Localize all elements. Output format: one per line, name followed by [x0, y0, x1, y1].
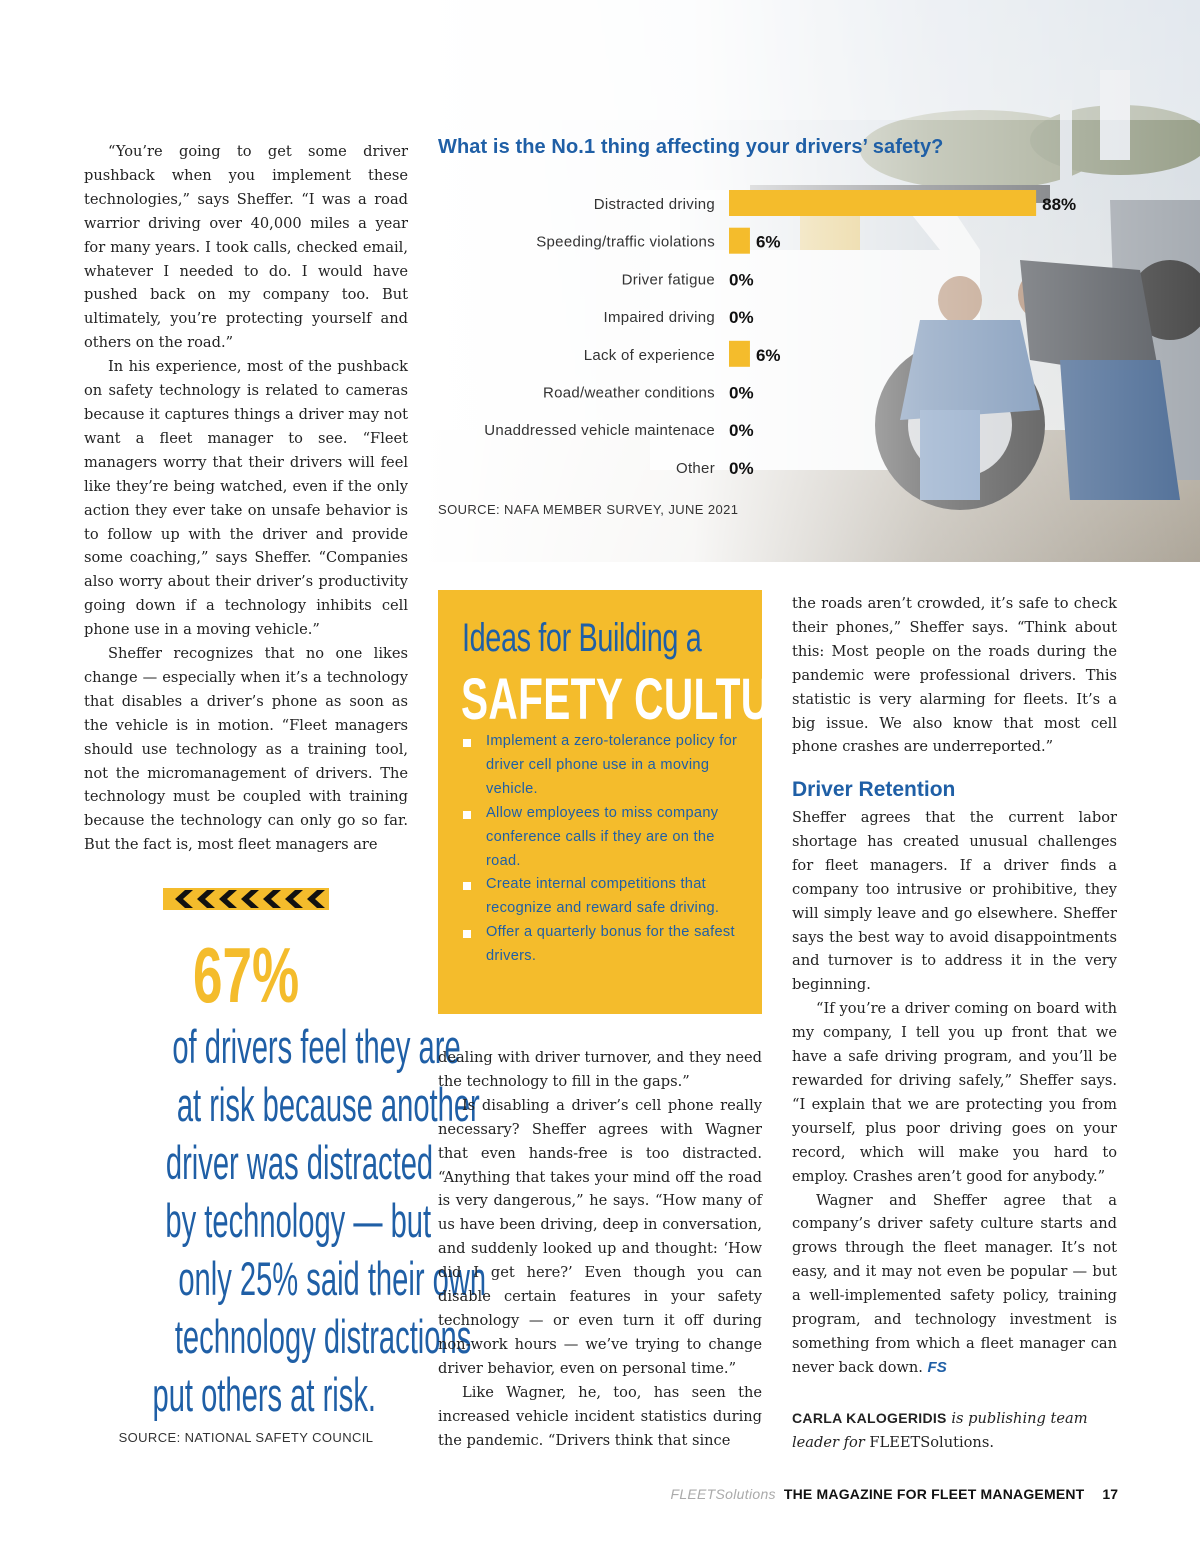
chart-value-label: 0%	[729, 458, 754, 478]
body-paragraph: dealing with driver turnover, and they need the technology to fill in the gaps.”	[438, 1049, 762, 1090]
footer-tagline: THE MAGAZINE FOR FLEET MANAGEMENT	[783, 1486, 1085, 1502]
list-item	[460, 802, 752, 874]
page-number: 17	[1102, 1486, 1118, 1502]
chart-category-label: Road/weather conditions	[542, 384, 715, 402]
page-footer	[670, 1486, 1118, 1502]
chart-value-label: 6%	[755, 345, 781, 365]
chart-category-label: Speeding/traffic violations	[536, 233, 715, 251]
list-item	[460, 730, 752, 802]
body-paragraph: Like Wagner, he, too, has seen the increased vehicle incident statistics during the pandemic. “Drivers think that since	[438, 1383, 762, 1449]
chart-category-label: Impaired driving	[603, 309, 715, 327]
section-subhead: Driver Retention	[792, 778, 956, 801]
stat-text-line: driver was distracted	[165, 1136, 434, 1189]
ideas-title-line2: SAFETY CULTURE	[461, 667, 828, 732]
chart-bar	[729, 228, 750, 254]
list-item-text: Create internal competitions that recognize and reward safe driving.	[486, 876, 720, 917]
stat-text-line: of drivers feel they are	[172, 1020, 461, 1073]
stat-text-line: only 25% said their own	[178, 1252, 487, 1305]
chevron-divider	[163, 888, 329, 910]
right-column-bottom	[792, 806, 1117, 1380]
author-publication: FLEETSolutions.	[869, 1433, 994, 1451]
chart-value-label: 0%	[729, 270, 754, 290]
square-bullet-icon	[463, 930, 471, 938]
list-item-text: Offer a quarterly bonus for the safest drivers.	[486, 924, 735, 965]
stat-text-line: by technology — but	[165, 1194, 432, 1247]
ideas-list	[460, 730, 752, 969]
chart-value-label: 6%	[755, 232, 781, 252]
chevron-arrows-icon	[163, 888, 329, 910]
body-paragraph: Sheffer agrees that the current labor shortage has created unusual challenges for fleet managers. If a driver finds a company too intrusive or prohibitive, they will simply leave and go elsewhere. Sheffer says the best way to avoid disappointments and turnover is to address it in the very beginning.	[792, 809, 1117, 994]
fs-end-mark-icon: FS	[927, 1358, 947, 1376]
list-item-text: Implement a zero-tolerance policy for driver cell phone use in a moving vehicle.	[486, 733, 738, 797]
body-paragraph: “If you’re a driver coming on board with my company, I tell you up front that we have a safe driving program, and you’ll be rewarded for driving safely,” Sheffer says. “I explain that we are protecting you from yourself, plus poor driving goes on your record, which will make you hard to employ. Crashes aren’t good for anybody.”	[792, 1000, 1117, 1185]
chart-category-label: Other	[675, 459, 715, 477]
stat-text-line: technology distractions	[174, 1310, 472, 1363]
stat-number	[84, 930, 408, 1021]
chart-source: SOURCE: NAFA MEMBER SURVEY, JUNE 2021	[438, 502, 739, 517]
safety-bar-chart	[430, 185, 1130, 495]
chart-value-label: 0%	[729, 383, 754, 403]
ideas-box	[438, 590, 828, 1014]
chart-category-label: Unaddressed vehicle maintenace	[484, 422, 715, 440]
square-bullet-icon	[463, 882, 471, 890]
chart-title: What is the No.1 thing affecting your drivers’ safety?	[438, 136, 944, 158]
right-column-top	[792, 592, 1117, 759]
list-item	[460, 873, 752, 921]
body-paragraph: the roads aren’t crowded, it’s safe to check their phones,” Sheffer says. “Think about this: Most people on the roads during the pandemic were professional drivers. This statistic is very alarming for fleets. It’s a big issue. We also know that most cell phone crashes are underreported.”	[792, 595, 1117, 756]
list-item-text: Allow employees to miss company conference calls if they are on the road.	[486, 804, 719, 869]
chart-category-label: Distracted driving	[593, 196, 715, 213]
chart-bar	[729, 190, 1036, 216]
stat-text-line: at risk because another	[176, 1078, 480, 1131]
ideas-title-line1: Ideas for Building a	[462, 616, 702, 660]
chart-value-label: 0%	[729, 421, 754, 441]
body-paragraph: Is disabling a driver’s cell phone really necessary? Sheffer agrees with Wagner that even hands-free is too distracted. “Anything that takes your mind off the road is very dangerous,” he says. “How many of us have been driving, deep in conversation, and suddenly looked up and thought: ‘How did I get here?’ Even though you can disable certain features in your safety technology — or even turn it off during non-work hours — we’ve trying to change driver behavior, even on personal time.”	[438, 1096, 762, 1377]
square-bullet-icon	[463, 739, 471, 747]
chart-category-label: Driver fatigue	[621, 271, 715, 289]
body-paragraph: Sheffer recognizes that no one likes change — especially when it’s a technology that disables a driver’s phone as soon as the vehicle is in motion. “Fleet managers should use technology as a training tool, not the micromanagement of drivers. The technology must be coupled with training because the technology can only go so far. But the fact is, most fleet managers are	[84, 645, 408, 854]
chart-value-label: 88%	[1042, 195, 1077, 214]
chart-category-label: Lack of experience	[583, 346, 715, 364]
stat-number-text: 67%	[192, 931, 300, 1019]
chart-svg	[430, 185, 1130, 495]
body-paragraph: In his experience, most of the pushback on safety technology is related to cameras because it captures things a driver may not want a fleet manager to see. “Fleet managers worry that their drivers will feel like they’re being watched, even if the only action they ever take on unsafe behavior is to follow up with the driver and provide some coaching,” says Sheffer. “Companies also worry about their driver’s productivity going down if a technology inhibits cell phone use in a moving vehicle.”	[84, 358, 408, 639]
body-paragraph: “You’re going to get some driver pushback when you implement these technologies,” says Sheffer. “I was a road warrior driving over 40,000 miles a year for many years. I took calls, checked email, whatever I needed to do. I would have pushed back on my company too. But ultimately, you’re protecting yourself and others on the road.”	[84, 143, 408, 352]
body-paragraph	[792, 1189, 1117, 1380]
stat-text-line: put others at risk.	[152, 1368, 377, 1421]
list-item	[460, 921, 752, 969]
author-bio	[792, 1407, 1122, 1455]
author-name: CARLA KALOGERIDIS	[792, 1410, 947, 1426]
closing-paragraph-text: Wagner and Sheffer agree that a company’s driver safety culture starts and grows through the fleet manager. It’s not easy, and it may not even be popular — but a well-implemented safety policy, training program, and technology investment is something from which a fleet manager can never back down.	[792, 1191, 1117, 1376]
stat-text	[84, 1018, 487, 1424]
footer-brand: FLEETSolutions	[670, 1486, 776, 1502]
author-role: is publishing team leader for	[792, 1410, 1088, 1451]
square-bullet-icon	[463, 811, 471, 819]
middle-column	[438, 1046, 762, 1452]
chart-bar	[729, 341, 750, 367]
left-column	[84, 140, 408, 857]
chart-value-label: 0%	[729, 308, 754, 328]
stat-source: SOURCE: NATIONAL SAFETY COUNCIL	[118, 1430, 374, 1445]
